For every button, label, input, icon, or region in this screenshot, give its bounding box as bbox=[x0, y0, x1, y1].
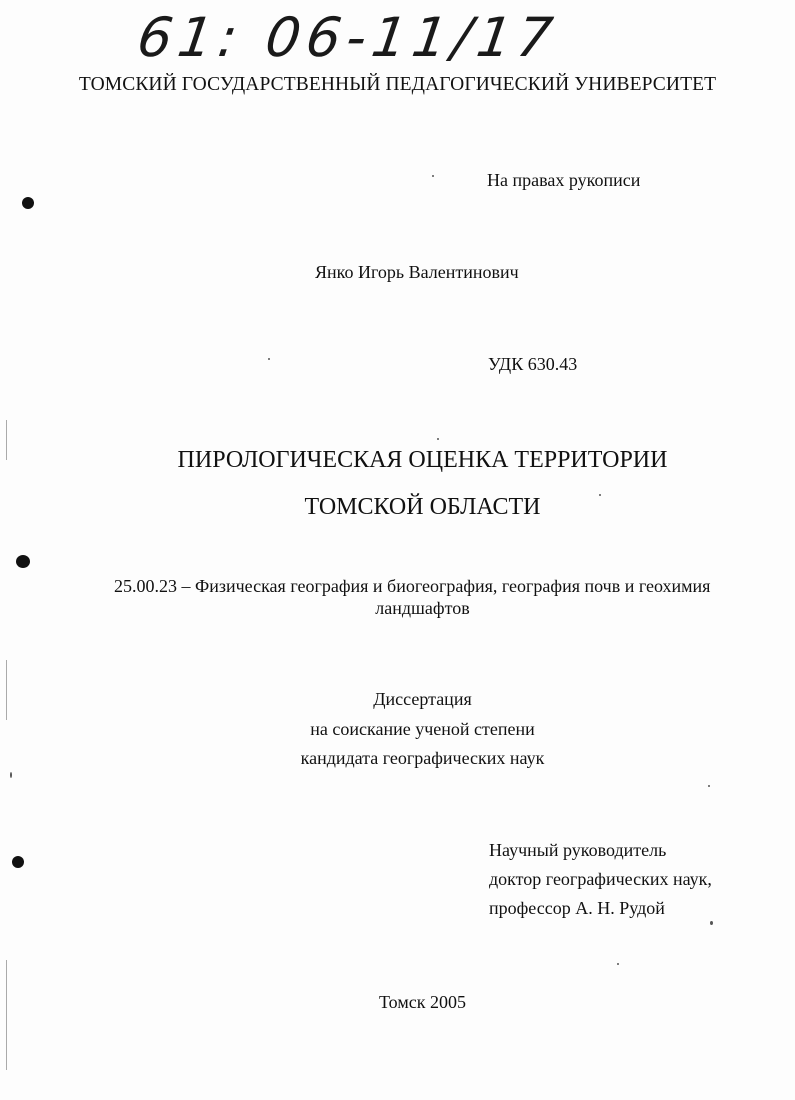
dissertation-line-1: Диссертация bbox=[373, 689, 472, 709]
scan-speck bbox=[599, 494, 601, 496]
scan-speck bbox=[708, 785, 710, 787]
scan-speck bbox=[710, 921, 713, 925]
dissertation-line-3: кандидата географических наук bbox=[300, 748, 545, 768]
scan-blot bbox=[22, 197, 34, 209]
author-name: Янко Игорь Валентинович bbox=[315, 262, 519, 282]
specialty-line-1: 25.00.23 – Физическая география и биогеография, география почв и геохимия bbox=[114, 576, 711, 596]
title-line-1: ПИРОЛОГИЧЕСКАЯ ОЦЕНКА ТЕРРИТОРИИ bbox=[177, 447, 668, 473]
supervisor-line-2: доктор географических наук, bbox=[489, 869, 712, 889]
udk-code: УДК 630.43 bbox=[488, 354, 578, 374]
scan-edge-mark bbox=[6, 660, 7, 720]
scan-speck bbox=[617, 963, 619, 965]
manuscript-note: На правах рукописи bbox=[487, 170, 641, 190]
supervisor-line-3: профессор А. Н. Рудой bbox=[489, 898, 665, 918]
scan-edge-mark bbox=[6, 960, 7, 1070]
supervisor-line-1: Научный руководитель bbox=[489, 840, 667, 860]
city-year: Томск 2005 bbox=[379, 992, 466, 1012]
dissertation-line-2: на соискание ученой степени bbox=[310, 719, 535, 739]
scan-blot bbox=[12, 856, 24, 868]
scan-speck bbox=[432, 175, 434, 177]
scan-edge-mark bbox=[6, 420, 7, 460]
scan-speck bbox=[10, 772, 12, 778]
scan-speck bbox=[268, 358, 270, 360]
handwritten-archive-number: 61: 06-11/17 bbox=[133, 6, 563, 69]
title-line-2: ТОМСКОЙ ОБЛАСТИ bbox=[304, 494, 541, 520]
specialty-line-2: ландшафтов bbox=[375, 598, 470, 618]
scan-blot bbox=[16, 555, 30, 568]
university-name: ТОМСКИЙ ГОСУДАРСТВЕННЫЙ ПЕДАГОГИЧЕСКИЙ УНИВЕРСИТЕТ bbox=[78, 74, 717, 95]
scan-speck bbox=[437, 438, 439, 440]
